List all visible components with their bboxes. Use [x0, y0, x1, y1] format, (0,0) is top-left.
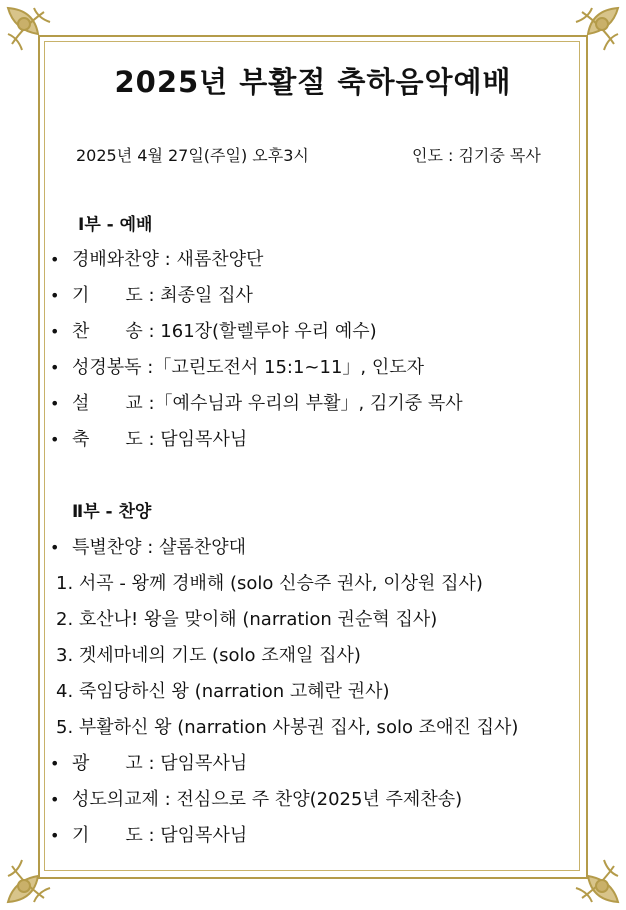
bullet-icon: •: [50, 430, 60, 449]
corner-ornament-icon: [560, 844, 622, 906]
list-item-text: 축 도 : 담임목사님: [72, 429, 248, 450]
bullet-icon: •: [50, 826, 60, 845]
list-item-text: 성도의교제 : 전심으로 주 찬양(2025년 주제찬송): [72, 789, 463, 810]
officiant: 인도 : 김기중 목사: [412, 146, 541, 165]
list-item-text: 기 도 : 최종일 집사: [72, 285, 253, 306]
song-item: 5. 부활하신 왕 (narration 사봉권 집사, solo 조애진 집사): [56, 717, 519, 738]
bullet-icon: •: [50, 394, 60, 413]
list-item: [50, 749, 247, 775]
list-item: [50, 389, 463, 415]
list-item-text: 특별찬양 : 샬롬찬양대: [72, 537, 246, 558]
list-item: [50, 353, 424, 379]
part1-heading: Ⅰ부 - 예배: [78, 215, 153, 235]
list-item-text: 찬 송 : 161장(할렐루야 우리 예수): [72, 321, 377, 342]
part2-heading: Ⅱ부 - 찬양: [72, 502, 152, 522]
list-item-text: 경배와찬양 : 새롬찬양단: [72, 249, 264, 270]
song-item: 1. 서곡 - 왕께 경배해 (solo 신승주 권사, 이상원 집사): [56, 573, 483, 594]
list-item-text: 성경봉독 :「고린도전서 15:1~11」, 인도자: [72, 357, 425, 378]
list-item-text: 기 도 : 담임목사님: [72, 825, 248, 846]
corner-ornament-icon: [4, 4, 66, 66]
list-item: [50, 245, 263, 271]
song-item: 3. 겟세마네의 기도 (solo 조재일 집사): [56, 645, 361, 666]
bullet-icon: •: [50, 286, 60, 305]
list-item: [50, 785, 462, 811]
corner-ornament-icon: [4, 844, 66, 906]
bullet-icon: •: [50, 754, 60, 773]
bullet-icon: •: [50, 538, 60, 557]
bullet-icon: •: [50, 250, 60, 269]
list-item: [50, 281, 253, 307]
bullet-icon: •: [50, 790, 60, 809]
bullet-icon: •: [50, 358, 60, 377]
song-item: 2. 호산나! 왕을 맞이해 (narration 권순혁 집사): [56, 609, 438, 630]
service-date: 2025년 4월 27일(주일) 오후3시: [76, 146, 309, 165]
bullet-icon: •: [50, 322, 60, 341]
list-item: [50, 317, 377, 343]
page-title: 2025년 부활절 축하음악예배: [114, 65, 512, 99]
list-item: [50, 821, 247, 847]
list-item-text: 설 교 :「예수님과 우리의 부활」, 김기중 목사: [72, 393, 463, 414]
song-item: 4. 죽임당하신 왕 (narration 고혜란 권사): [56, 681, 390, 702]
list-item: [50, 533, 246, 559]
list-item: [50, 425, 247, 451]
list-item-text: 광 고 : 담임목사님: [72, 753, 248, 774]
corner-ornament-icon: [560, 4, 622, 66]
